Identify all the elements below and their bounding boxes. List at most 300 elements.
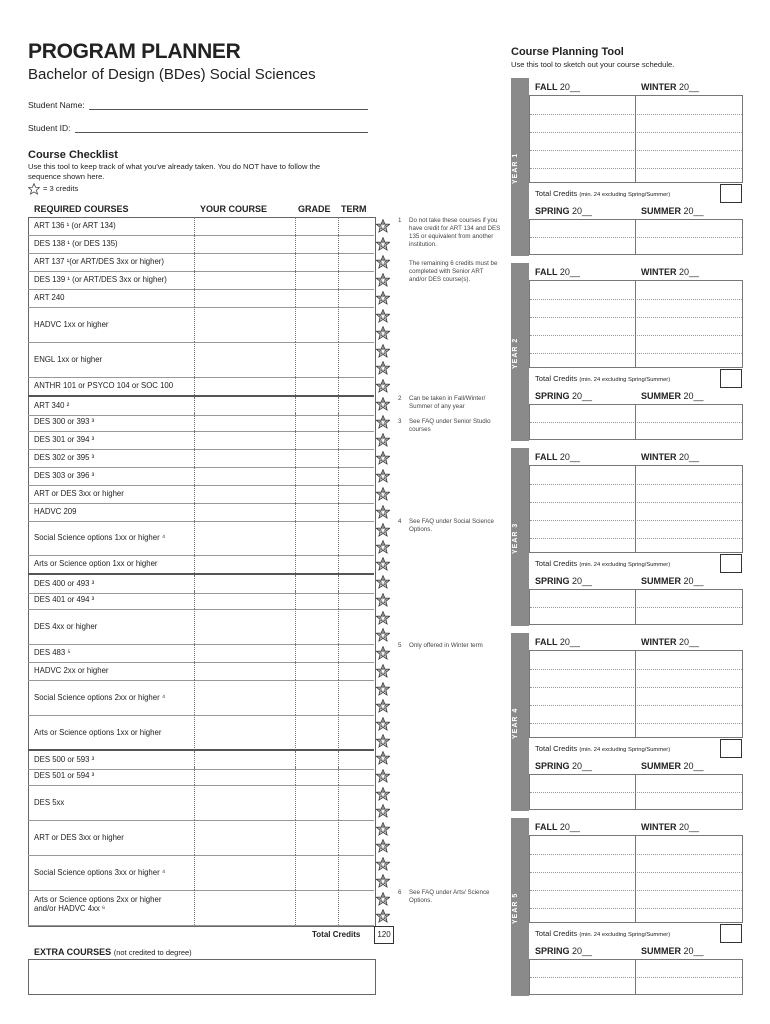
entry-line[interactable] [530,607,742,608]
term-divider [635,466,636,552]
term-cell[interactable] [338,289,339,307]
summer-term-label: SUMMER [641,206,684,216]
credit-star-icon[interactable] [376,237,390,251]
course-label: DES 483 ⁵ [34,648,71,657]
table-row[interactable] [28,890,374,926]
spring-term-label: SPRING [535,946,573,956]
checklist-desc-1: Use this tool to keep track of what you've already taken. You do NOT have to follow the [28,162,321,171]
entry-line[interactable] [530,792,742,793]
term-cell[interactable] [338,521,339,555]
term-cell[interactable] [338,503,339,521]
entry-line[interactable] [530,538,742,539]
your-course-cell[interactable] [194,609,195,644]
total-credits-label [535,929,670,938]
footnote-number: 4 [398,518,402,525]
term-cell[interactable] [338,591,339,609]
spring-term-label: SPRING [535,576,573,586]
summer-term [641,576,704,586]
your-course-cell[interactable] [194,431,195,449]
grade-cell[interactable] [295,253,296,271]
credit-star-icon[interactable] [376,433,390,447]
course-label: Social Science options 1xx or higher ⁴ [34,533,166,542]
term-cell[interactable] [338,767,339,785]
credit-star-icon[interactable] [376,646,390,660]
winter-term-year: 20__ [679,452,700,462]
your-course-cell[interactable] [194,342,195,377]
fall-term [535,822,580,832]
course-label: DES 401 or 494 ³ [34,595,95,604]
student-name-field[interactable] [28,100,368,110]
credit-star-icon[interactable] [376,611,390,625]
your-course-cell[interactable] [194,855,195,890]
spring-term [535,391,592,401]
table-row[interactable] [28,662,374,681]
credit-star-icon[interactable] [376,839,390,853]
term-cell[interactable] [338,715,339,750]
credit-star-icon[interactable] [376,273,390,287]
total-credits-note: (min. 24 excluding Spring/Summer) [579,562,671,568]
star-icon [28,183,40,195]
footnote-text: Can be taken in Fall/Winter/ Summer of any year [409,395,486,410]
term-cell[interactable] [338,785,339,820]
term-cell[interactable] [338,449,339,467]
term-cell[interactable] [338,253,339,271]
table-row[interactable] [28,289,374,308]
spring-term [535,576,592,586]
entry-line[interactable] [530,502,742,503]
grade-cell[interactable] [295,644,296,662]
your-course-cell[interactable] [194,467,195,485]
credit-star-icon[interactable] [376,857,390,871]
table-row[interactable] [28,217,374,236]
your-course-cell[interactable] [194,785,195,820]
grade-cell[interactable] [295,521,296,555]
term-cell[interactable] [338,235,339,253]
term-cell[interactable] [338,609,339,644]
entry-line[interactable] [530,669,742,670]
fall-term-year: 20__ [559,82,580,92]
footnote [398,889,502,905]
course-label: DES 300 or 393 ³ [34,417,95,426]
grade-cell[interactable] [295,609,296,644]
year-credit-box[interactable] [720,924,742,943]
summer-term-year: 20__ [683,576,704,586]
credit-star-icon[interactable] [376,575,390,589]
table-row[interactable] [28,644,374,663]
credit-star-icon[interactable] [376,664,390,678]
table-row[interactable] [28,820,374,856]
credit-star-icon[interactable] [376,326,390,340]
term-divider [635,590,636,624]
total-credits-label [535,374,670,383]
entry-line[interactable] [530,114,742,115]
fall-winter-box[interactable] [529,95,743,183]
your-course-cell[interactable] [194,591,195,609]
fall-term-label: FALL [535,452,560,462]
entry-line[interactable] [530,872,742,873]
year-label: YEAR 5 [512,892,519,924]
winter-term-label: WINTER [641,82,679,92]
term-cell[interactable] [338,662,339,680]
table-row[interactable] [28,449,374,468]
credit-star-icon[interactable] [376,469,390,483]
your-course-cell[interactable] [194,271,195,289]
col-your-course: YOUR COURSE [200,204,268,214]
footnote-number: 3 [398,418,402,425]
entry-line[interactable] [530,317,742,318]
planning-tool-desc: Use this tool to sketch out your course schedule. [511,60,675,69]
your-course-cell[interactable] [194,555,195,573]
table-row[interactable] [28,521,374,556]
term-cell[interactable] [338,307,339,342]
course-label: DES 302 or 395 ³ [34,453,95,462]
credit-star-icon[interactable] [376,699,390,713]
your-course-cell[interactable] [194,307,195,342]
your-course-cell[interactable] [194,503,195,521]
your-course-cell[interactable] [194,253,195,271]
grade-cell[interactable] [295,855,296,890]
fall-term-year: 20__ [559,637,580,647]
term-cell[interactable] [338,680,339,715]
term-cell[interactable] [338,342,339,377]
extra-courses-heading: EXTRA COURSES [34,947,112,957]
term-cell[interactable] [338,467,339,485]
course-label: ENGL 1xx or higher [34,354,103,364]
spring-summer-box[interactable] [529,589,743,625]
your-course-cell[interactable] [194,644,195,662]
grade-cell[interactable] [295,485,296,503]
entry-line[interactable] [530,854,742,855]
grade-cell[interactable] [295,449,296,467]
term-divider [635,960,636,994]
table-row[interactable] [28,377,374,396]
grade-cell[interactable] [295,890,296,925]
entry-line[interactable] [530,520,742,521]
year-credit-box[interactable] [720,184,742,203]
total-credits-note: (min. 24 excluding Spring/Summer) [579,192,671,198]
course-label: HADVC 1xx or higher [34,319,109,329]
term-divider [635,405,636,439]
table-row[interactable] [28,785,374,821]
your-course-cell[interactable] [194,715,195,750]
grade-cell[interactable] [295,307,296,342]
star-legend [28,183,78,195]
winter-term-year: 20__ [679,267,700,277]
credit-star-icon[interactable] [376,309,390,323]
credit-star-icon[interactable] [376,344,390,358]
student-id-line[interactable] [75,123,368,133]
credit-star-icon[interactable] [376,361,390,375]
term-cell[interactable] [338,890,339,925]
credit-star-icon[interactable] [376,787,390,801]
total-credits-text: Total Credits [535,374,580,383]
your-course-cell[interactable] [194,767,195,785]
star-legend-text: = 3 credits [43,184,79,193]
credit-star-icon[interactable] [376,751,390,765]
table-row[interactable] [28,503,374,522]
winter-term [641,637,699,647]
total-credits-note: (min. 24 excluding Spring/Summer) [579,377,671,383]
grade-cell[interactable] [295,555,296,573]
student-name-label: Student Name: [28,100,85,110]
fall-winter-box[interactable] [529,280,743,368]
entry-line[interactable] [530,705,742,706]
term-cell[interactable] [338,431,339,449]
entry-line[interactable] [530,422,742,423]
term-cell[interactable] [338,485,339,503]
table-row[interactable] [28,485,374,504]
total-credits-text: Total Credits [535,744,580,753]
credit-star-icon[interactable] [376,734,390,748]
your-course-cell[interactable] [194,662,195,680]
spring-term [535,761,592,771]
footnote-text: The remaining 6 credits must be completed with Senior ART and/or DES course(s). [409,260,498,283]
winter-term-year: 20__ [679,822,700,832]
credit-star-icon[interactable] [376,397,390,411]
course-label: Arts or Science option 1xx or higher [34,559,158,568]
col-term: TERM [341,204,367,214]
credit-star-icon[interactable] [376,822,390,836]
table-row[interactable] [28,271,374,290]
spring-summer-box[interactable] [529,959,743,995]
entry-line[interactable] [530,168,742,169]
summer-term-year: 20__ [683,946,704,956]
checklist-heading: Course Checklist [28,149,118,161]
fall-winter-box[interactable] [529,650,743,738]
footnote [398,395,502,411]
planning-tool-heading: Course Planning Tool [511,46,624,58]
summer-term-label: SUMMER [641,391,684,401]
term-cell[interactable] [338,217,339,235]
grade-cell[interactable] [295,413,296,431]
credit-star-icon[interactable] [376,379,390,393]
credit-star-icon[interactable] [376,628,390,642]
your-course-cell[interactable] [194,890,195,925]
your-course-cell[interactable] [194,235,195,253]
term-divider [635,651,636,737]
table-row[interactable] [28,855,374,891]
year-credit-box[interactable] [720,369,742,388]
table-row[interactable] [28,555,374,574]
table-row[interactable] [28,680,374,716]
credit-star-icon[interactable] [376,593,390,607]
credit-star-icon[interactable] [376,540,390,554]
summer-term [641,761,704,771]
term-divider [635,96,636,182]
entry-line[interactable] [530,299,742,300]
winter-term-label: WINTER [641,452,679,462]
spring-summer-box[interactable] [529,774,743,810]
spring-summer-box[interactable] [529,404,743,440]
student-name-line[interactable] [89,100,368,110]
footnote [398,642,502,650]
your-course-cell[interactable] [194,377,195,395]
entry-line[interactable] [530,890,742,891]
your-course-cell[interactable] [194,521,195,555]
term-cell[interactable] [338,413,339,431]
fall-term-label: FALL [535,637,560,647]
year-label: YEAR 3 [512,522,519,554]
grade-cell[interactable] [295,235,296,253]
grade-cell[interactable] [295,715,296,750]
entry-line[interactable] [530,687,742,688]
credit-star-icon[interactable] [376,523,390,537]
credit-star-icon[interactable] [376,415,390,429]
course-label-line-1: Arts or Science options 2xx or higher [34,895,162,904]
course-label: DES 500 or 593 ³ [34,755,95,764]
course-label: DES 301 or 394 ³ [34,435,95,444]
course-label: ART or DES 3xx or higher [34,832,124,842]
entry-line[interactable] [530,132,742,133]
table-row[interactable] [28,307,374,343]
entry-line[interactable] [530,484,742,485]
credit-star-icon[interactable] [376,451,390,465]
grade-cell[interactable] [295,767,296,785]
entry-line[interactable] [530,353,742,354]
winter-term [641,82,699,92]
spring-term [535,946,592,956]
course-label: Arts or Science options 1xx or higher [34,727,162,737]
year-credit-box[interactable] [720,739,742,758]
course-label: HADVC 2xx or higher [34,666,109,675]
footnote-number: 5 [398,642,402,649]
credit-star-icon[interactable] [376,909,390,923]
total-credits-label: Total Credits [312,930,361,939]
year-credit-box[interactable] [720,554,742,573]
fall-term-year: 20__ [559,267,580,277]
grade-cell[interactable] [295,503,296,521]
fall-term-label: FALL [535,822,560,832]
course-label: DES 5xx [34,797,65,807]
footnote [398,217,502,249]
spring-term-year: 20__ [572,576,593,586]
credit-star-icon[interactable] [376,255,390,269]
table-row[interactable] [28,609,374,645]
grade-cell[interactable] [295,785,296,820]
credit-star-icon[interactable] [376,769,390,783]
entry-line[interactable] [530,150,742,151]
winter-term-label: WINTER [641,822,679,832]
grade-cell[interactable] [295,662,296,680]
grade-cell[interactable] [295,591,296,609]
entry-line[interactable] [530,908,742,909]
total-credits-note: (min. 24 excluding Spring/Summer) [579,747,671,753]
course-label: ART or DES 3xx or higher [34,489,124,498]
credit-star-icon[interactable] [376,505,390,519]
fall-winter-box[interactable] [529,835,743,923]
credit-star-icon[interactable] [376,804,390,818]
table-row[interactable] [28,235,374,254]
student-id-field[interactable] [28,123,368,133]
entry-line[interactable] [530,977,742,978]
table-row[interactable] [28,253,374,272]
your-course-cell[interactable] [194,289,195,307]
total-credits-note: (min. 24 excluding Spring/Summer) [579,932,671,938]
entry-line[interactable] [530,335,742,336]
fall-winter-box[interactable] [529,465,743,553]
credit-star-icon[interactable] [376,892,390,906]
footnote-number: 2 [398,395,402,402]
grade-cell[interactable] [295,467,296,485]
table-row[interactable] [28,413,374,432]
grade-cell[interactable] [295,271,296,289]
grade-cell[interactable] [295,377,296,395]
table-row[interactable] [28,715,374,751]
your-course-cell[interactable] [194,449,195,467]
grade-cell[interactable] [295,680,296,715]
page-subtitle: Bachelor of Design (BDes) Social Sciences [28,66,316,83]
table-row[interactable] [28,342,374,378]
grade-cell[interactable] [295,342,296,377]
term-divider [635,775,636,809]
winter-term-year: 20__ [679,637,700,647]
entry-line[interactable] [530,237,742,238]
entry-line[interactable] [530,723,742,724]
credit-star-icon[interactable] [376,487,390,501]
spring-term-year: 20__ [572,946,593,956]
term-divider [635,281,636,367]
grade-cell[interactable] [295,820,296,855]
summer-term-year: 20__ [683,391,704,401]
fall-term [535,267,580,277]
your-course-cell[interactable] [194,680,195,715]
footnote-text: Only offered in Winter term [409,642,483,649]
term-cell[interactable] [338,644,339,662]
course-label: ART 340 ² [34,401,70,410]
year-label: YEAR 4 [512,707,519,739]
credit-star-icon[interactable] [376,219,390,233]
course-label: ART 137 ¹(or ART/DES 3xx or higher) [34,257,164,266]
your-course-cell[interactable] [194,820,195,855]
course-label: DES 139 ¹ (or ART/DES 3xx or higher) [34,275,167,284]
course-label: ART 136 ¹ (or ART 134) [34,221,116,230]
summer-term-year: 20__ [683,206,704,216]
table-row[interactable] [28,467,374,486]
credit-star-icon[interactable] [376,682,390,696]
term-divider [635,220,636,254]
credit-star-icon[interactable] [376,874,390,888]
col-required: REQUIRED COURSES [34,204,129,214]
grade-cell[interactable] [295,217,296,235]
spring-summer-box[interactable] [529,219,743,255]
term-cell[interactable] [338,377,339,395]
course-label [34,895,161,913]
term-divider [635,836,636,922]
credit-star-icon[interactable] [376,557,390,571]
table-row[interactable] [28,431,374,450]
term-cell[interactable] [338,271,339,289]
total-credits-text: Total Credits [535,559,580,568]
credit-star-icon[interactable] [376,717,390,731]
credit-star-icon[interactable] [376,291,390,305]
course-label: DES 303 or 396 ³ [34,471,95,480]
term-cell[interactable] [338,820,339,855]
term-cell[interactable] [338,555,339,573]
your-course-cell[interactable] [194,485,195,503]
your-course-cell[interactable] [194,217,195,235]
total-credits-label [535,559,670,568]
term-cell[interactable] [338,855,339,890]
extra-courses-title [34,947,192,957]
grade-cell[interactable] [295,289,296,307]
your-course-cell[interactable] [194,413,195,431]
footnote [398,518,502,534]
table-row[interactable] [28,591,374,610]
grade-cell[interactable] [295,431,296,449]
table-row[interactable] [28,767,374,786]
extra-courses-box[interactable] [28,959,376,995]
footnote-number: 1 [398,217,402,224]
